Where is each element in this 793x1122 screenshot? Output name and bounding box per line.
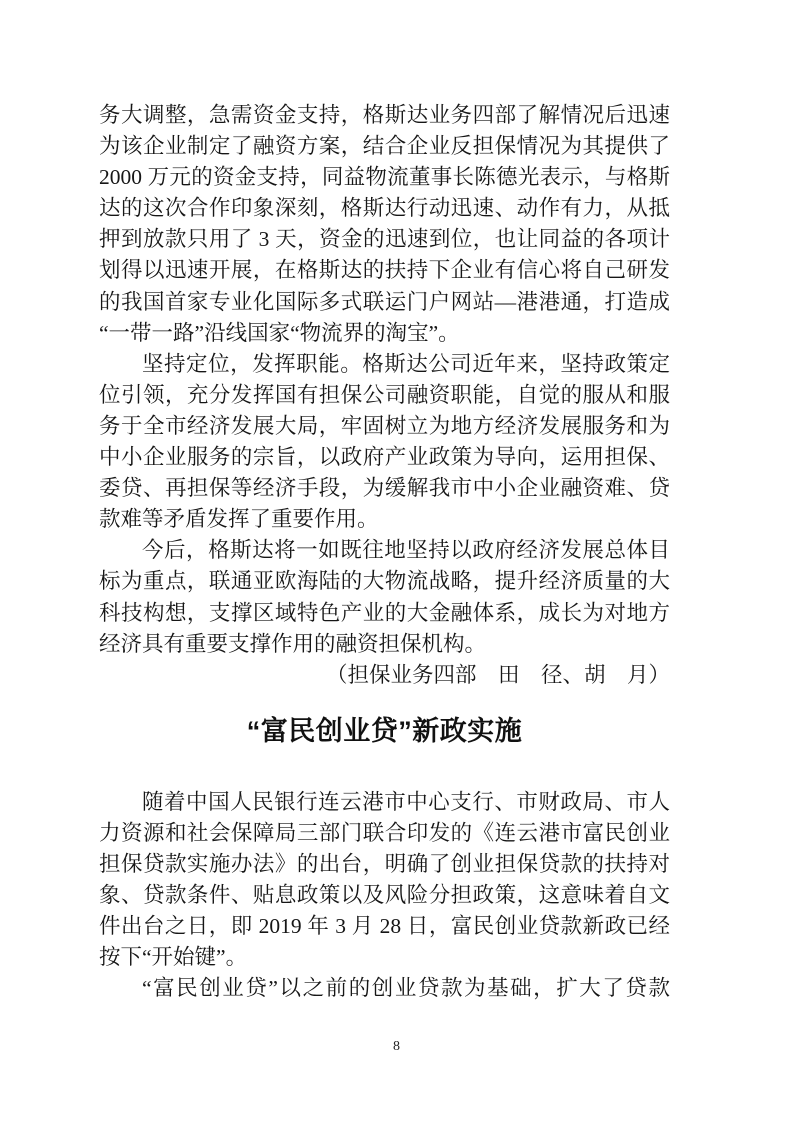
text-line: 押到放款只用了 3 天，资金的迅速到位，也让同益的各项计 <box>99 227 670 252</box>
text-line: 为该企业制定了融资方案，结合企业反担保情况为其提供了 <box>99 134 670 159</box>
text-line: 委贷、再担保等经济手段，为缓解我市中小企业融资难、贷 <box>99 476 670 501</box>
text-line: 中小企业服务的宗旨，以政府产业政策为导向，运用担保、 <box>99 445 670 470</box>
article-title: “富民创业贷”新政实施 <box>246 715 523 746</box>
previous-article-body <box>99 100 670 660</box>
text-line: 划得以迅速开展，在格斯达的扶持下企业有信心将自己研发 <box>99 258 670 283</box>
byline: （担保业务四部 田 径、胡 月） <box>325 662 670 687</box>
text-line: 经济具有重要支撑作用的融资担保机构。 <box>99 631 487 656</box>
text-line: 务大调整，急需资金支持，格斯达业务四部了解情况后迅速 <box>99 103 670 127</box>
page-body <box>99 100 670 1004</box>
text-line: 坚持定位，发挥职能。格斯达公司近年来，坚持政策定 <box>142 351 670 376</box>
text-line: 的我国首家专业化国际多式联运门户网站—港港通，打造成 <box>99 289 670 314</box>
text-line: 象、贷款条件、贴息政策以及风险分担政策，这意味着自文 <box>99 883 670 908</box>
text-line: 2000 万元的资金支持，同益物流董事长陈德光表示，与格斯 <box>99 165 670 190</box>
text-line: 务于全市经济发展大局，牢固树立为地方经济发展服务和为 <box>99 413 670 438</box>
text-line: 标为重点，联通亚欧海陆的大物流战略，提升经济质量的大 <box>99 569 670 594</box>
text-line: “富民创业贷”以之前的创业贷款为基础，扩大了贷款 <box>142 976 670 1001</box>
text-line: 科技构想，支撑区域特色产业的大金融体系，成长为对地方 <box>99 600 670 625</box>
text-line: 按下“开始键”。 <box>99 945 248 970</box>
new-article-body <box>99 787 670 1005</box>
text-line: 件出台之日，即 2019 年 3 月 28 日，富民创业贷款新政已经 <box>99 914 670 939</box>
text-line: 随着中国人民银行连云港市中心支行、市财政局、市人 <box>142 789 670 814</box>
text-line: 位引领，充分发挥国有担保公司融资职能，自觉的服从和服 <box>99 382 670 407</box>
text-line: 力资源和社会保障局三部门联合印发的《连云港市富民创业 <box>99 820 670 845</box>
text-line: 达的这次合作印象深刻，格斯达行动迅速、动作有力，从抵 <box>99 196 670 221</box>
text-line: “一带一路”沿线国家“物流界的淘宝”。 <box>99 320 460 345</box>
page-number: 8 <box>393 1039 400 1054</box>
text-line: 担保贷款实施办法》的出台，明确了创业担保贷款的扶持对 <box>99 851 670 876</box>
text-line: 款难等矛盾发挥了重要作用。 <box>99 507 379 532</box>
text-line: 今后，格斯达将一如既往地坚持以政府经济发展总体目 <box>142 538 670 563</box>
